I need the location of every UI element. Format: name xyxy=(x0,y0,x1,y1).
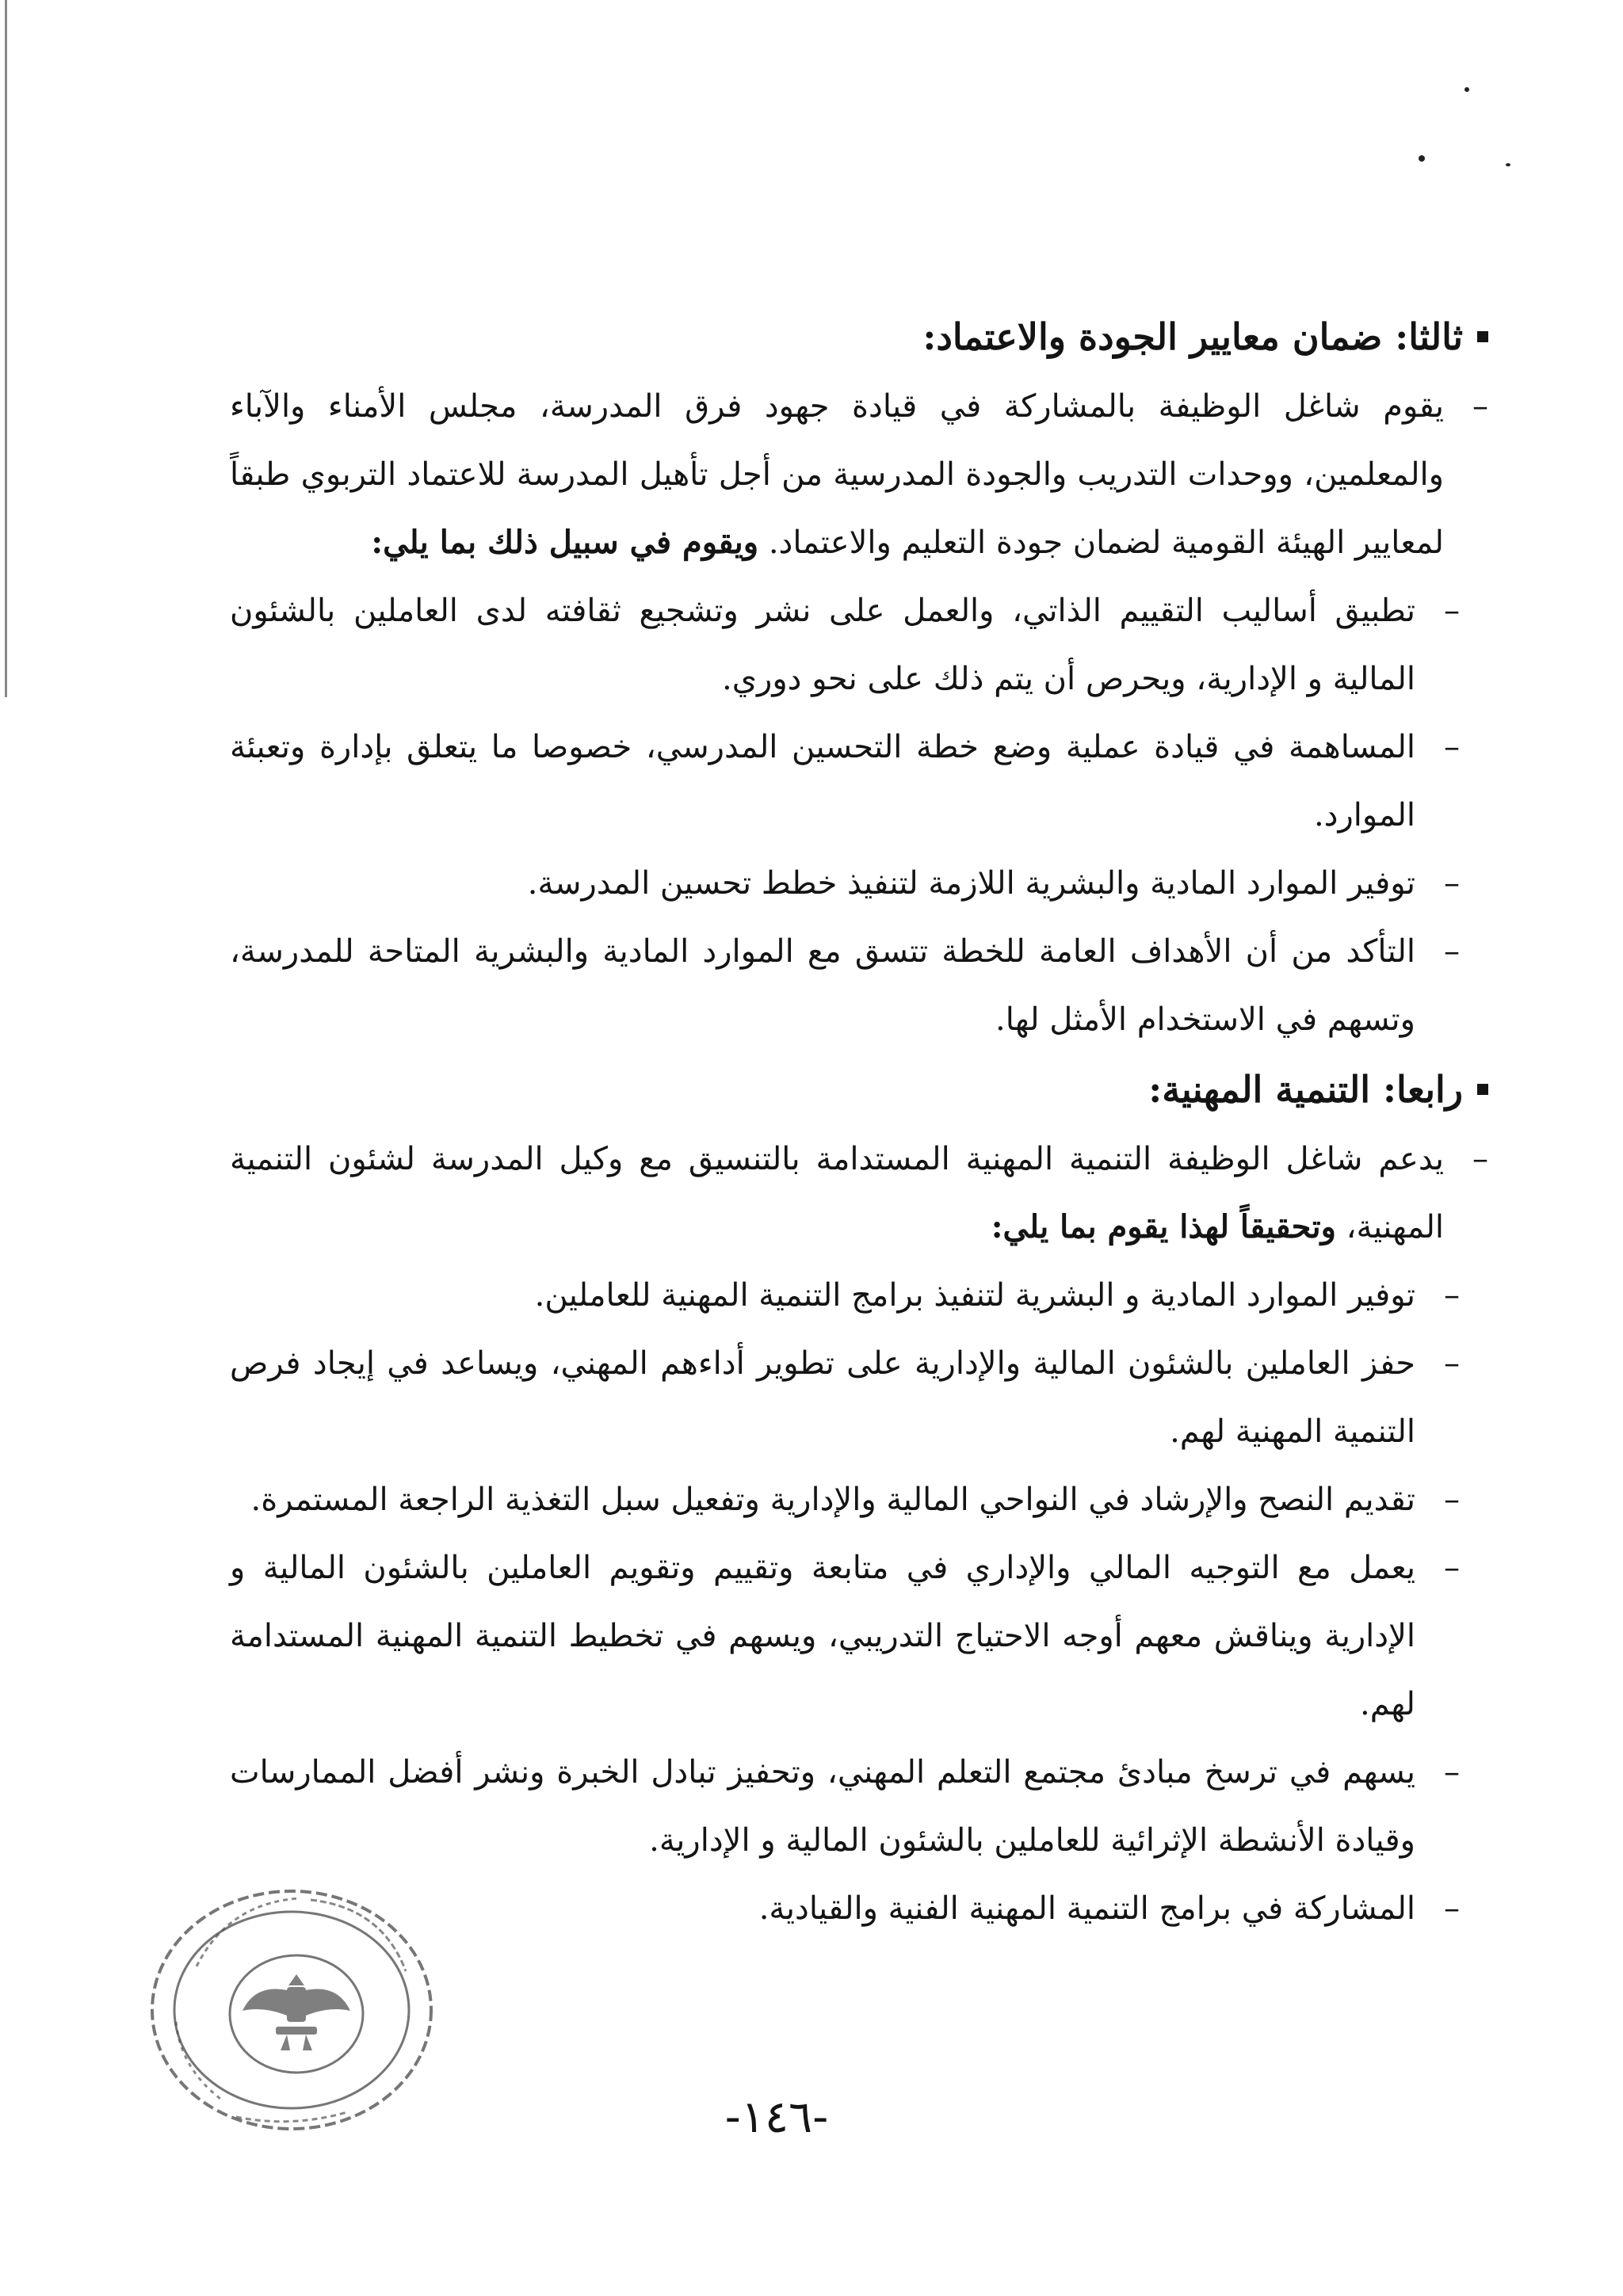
page-number: -١٤٦- xyxy=(724,2092,829,2143)
section-heading-text: رابعا: التنمية المهنية: xyxy=(1148,1068,1463,1111)
scan-speck xyxy=(1419,155,1425,162)
list-item xyxy=(230,1738,1460,1875)
dash-bullet-icon: – xyxy=(1444,933,1460,970)
list-item xyxy=(230,1534,1460,1738)
scan-speck xyxy=(1506,163,1510,166)
intro-emphasis: وتحقيقاً لهذا يقوم بما يلي: xyxy=(991,1208,1336,1245)
dash-bullet-icon: – xyxy=(1444,1890,1460,1927)
dash-bullet-icon: – xyxy=(1472,1141,1488,1177)
list-item xyxy=(230,713,1460,849)
intro-text: يقوم شاغل الوظيفة بالمشاركة في قيادة جهود فرق المدرسة، مجلس الأمناء والآباء والمعلمين، ووحدات التدريب والجودة المدرسية من أجل تأهيل المدرسة للاعتماد التربوي طبقاً لمعايير الهيئة القومية لضمان جودة التعليم والاعتماد. xyxy=(230,388,1444,561)
dash-bullet-icon: – xyxy=(1444,1345,1460,1382)
list-item-text: التأكد من أن الأهداف العامة للخطة تتسق مع الموارد المادية والبشرية المتاحة للمدرسة، وتسهم في الاستخدام الأمثل لها. xyxy=(230,933,1415,1038)
list-item-text: حفز العاملين بالشئون المالية والإدارية على تطوير أداءهم المهني، ويساعد في إيجاد فرص التنمية المهنية لهم. xyxy=(230,1345,1415,1450)
scan-edge-line xyxy=(5,0,7,697)
intro-emphasis: ويقوم في سبيل ذلك بما يلي: xyxy=(371,524,759,561)
list-item-text: تطبيق أساليب التقييم الذاتي، والعمل على نشر وتشجيع ثقافته لدى العاملين بالشئون المالية و الإدارية، ويحرص أن يتم ذلك على نحو دوري. xyxy=(230,593,1415,697)
section-intro-paragraph xyxy=(230,372,1488,577)
dash-bullet-icon: – xyxy=(1444,593,1460,629)
scan-speck xyxy=(1465,87,1469,92)
official-seal-icon xyxy=(141,1879,442,2141)
list-item xyxy=(230,577,1460,713)
section-intro-paragraph xyxy=(230,1125,1488,1261)
dash-bullet-icon: – xyxy=(1444,865,1460,902)
list-item-text: المشاركة في برامج التنمية المهنية الفنية والقيادية. xyxy=(758,1890,1415,1927)
section-heading-professional-development xyxy=(230,1054,1488,1125)
list-item xyxy=(230,1261,1460,1329)
list-item xyxy=(230,849,1460,917)
list-item-text: يسهم في ترسخ مبادئ مجتمع التعلم المهني، وتحفيز تبادل الخبرة ونشر أفضل الممارسات وقيادة الأنشطة الإثرائية للعاملين بالشئون المالية و الإدارية. xyxy=(230,1754,1415,1859)
square-bullet-icon xyxy=(1477,1084,1488,1095)
intro-text: يدعم شاغل الوظيفة التنمية المهنية المستدامة بالتنسيق مع وكيل المدرسة لشئون التنمية المهنية، xyxy=(230,1141,1444,1245)
list-item-text: يعمل مع التوجيه المالي والإداري في متابعة وتقييم وتقويم العاملين بالشئون المالية و الإدارية ويناقش معهم أوجه الاحتياج التدريبي، ويسهم في تخطيط التنمية المهنية المستدامة لهم. xyxy=(230,1550,1415,1722)
dash-bullet-icon: – xyxy=(1444,1482,1460,1518)
list-item xyxy=(230,1466,1460,1534)
list-item xyxy=(230,1329,1460,1466)
list-item-text: المساهمة في قيادة عملية وضع خطة التحسين المدرسي، خصوصا ما يتعلق بإدارة وتعبئة الموارد. xyxy=(230,729,1415,833)
dash-bullet-icon: – xyxy=(1444,1277,1460,1314)
dash-bullet-icon: – xyxy=(1444,729,1460,765)
dash-bullet-icon: – xyxy=(1472,388,1488,425)
document-body xyxy=(230,301,1488,1943)
square-bullet-icon xyxy=(1477,331,1488,342)
list-item xyxy=(230,917,1460,1054)
dash-bullet-icon: – xyxy=(1444,1754,1460,1791)
dash-bullet-icon: – xyxy=(1444,1550,1460,1586)
list-item-text: تقديم النصح والإرشاد في النواحي المالية والإدارية وتفعيل سبل التغذية الراجعة المستمرة. xyxy=(250,1482,1415,1518)
section-heading-quality-standards xyxy=(230,301,1488,372)
section-heading-text: ثالثا: ضمان معايير الجودة والاعتماد: xyxy=(922,315,1463,358)
list-item-text: توفير الموارد المادية والبشرية اللازمة لتنفيذ خطط تحسين المدرسة. xyxy=(527,865,1415,902)
list-item-text: توفير الموارد المادية و البشرية لتنفيذ برامج التنمية المهنية للعاملين. xyxy=(534,1277,1415,1314)
